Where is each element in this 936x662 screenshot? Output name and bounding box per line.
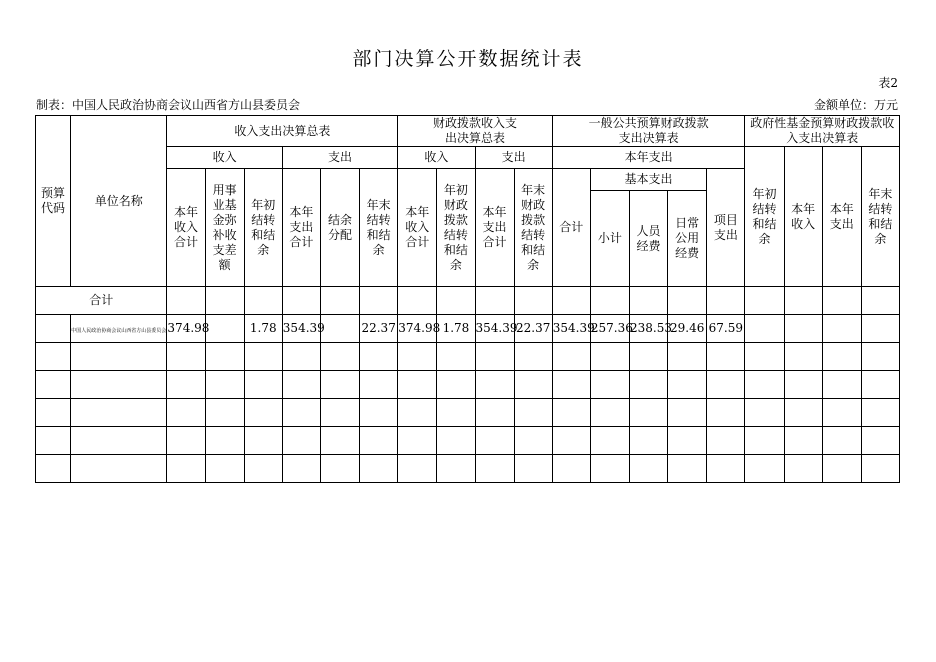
unit-code <box>36 315 71 343</box>
cell-general-total: 354.39 <box>552 315 590 343</box>
cell-gov-income <box>784 315 822 343</box>
cell-fin-income-total: 374.98 <box>398 315 437 343</box>
total-label: 合计 <box>36 287 167 315</box>
page-title: 部门决算公开数据统计表 <box>352 48 584 70</box>
cell-surplus-distribution <box>320 315 359 343</box>
header-begin-carry: 年初结转和结余 <box>244 169 282 287</box>
header-group-fiscal-appropriation: 财政拨款收入支出决算总表 <box>398 116 553 147</box>
form-number: 表2 <box>878 76 898 90</box>
header-expense-2: 支出 <box>475 147 552 169</box>
header-expense: 支出 <box>282 147 397 169</box>
cell-begin-carry: 1.78 <box>244 315 282 343</box>
cell-expense-total: 354.39 <box>282 315 320 343</box>
header-fin-end-carry: 年末财政拨款结转和结余 <box>514 169 552 287</box>
header-group-income-expense: 收入支出决算总表 <box>167 116 398 147</box>
header-daily-public: 日常公用经费 <box>668 191 707 287</box>
header-basic-expense: 基本支出 <box>590 169 706 191</box>
header-gov-begin-carry: 年初结转和结余 <box>745 147 784 287</box>
header-general-total: 合计 <box>552 169 590 287</box>
header-income-total: 本年收入合计 <box>167 169 205 287</box>
header-end-carry: 年末结转和结余 <box>360 169 398 287</box>
header-budget-code: 预算代码 <box>36 116 71 287</box>
cell-gov-begin <box>745 315 784 343</box>
header-project-expense: 项目支出 <box>707 169 745 287</box>
statistics-table <box>35 115 900 483</box>
table-row-unit <box>36 315 900 343</box>
table-row-empty <box>36 371 900 399</box>
table-row-empty <box>36 427 900 455</box>
header-fin-income-total: 本年收入合计 <box>398 169 437 287</box>
header-this-year-expense: 本年支出 <box>552 147 745 169</box>
cell-fin-begin-carry: 1.78 <box>437 315 475 343</box>
header-gov-end-carry: 年末结转和结余 <box>861 147 899 287</box>
cell-fill-gap <box>205 315 244 343</box>
header-income-2: 收入 <box>398 147 475 169</box>
header-gov-income: 本年收入 <box>784 147 822 287</box>
cell-fin-expense-total: 354.39 <box>475 315 514 343</box>
cell-personnel: 238.53 <box>630 315 668 343</box>
cell-gov-end <box>861 315 899 343</box>
header-fin-begin-carry: 年初财政拨款结转和结余 <box>437 169 475 287</box>
header-group-general-budget: 一般公共预算财政拨款支出决算表 <box>552 116 745 147</box>
header-income: 收入 <box>167 147 282 169</box>
table-row-empty <box>36 455 900 483</box>
table-row-empty <box>36 343 900 371</box>
cell-project: 67.59 <box>707 315 745 343</box>
amount-unit-label: 金额单位：万元 <box>813 98 898 112</box>
header-fin-expense-total: 本年支出合计 <box>475 169 514 287</box>
table-row-empty <box>36 399 900 427</box>
cell-gov-expense <box>822 315 861 343</box>
compiler-label: 制表：中国人民政治协商会议山西省方山县委员会 <box>36 98 301 112</box>
table-row-total <box>36 287 900 315</box>
cell-income-total: 374.98 <box>167 315 205 343</box>
unit-name: 中国人民政治协商会议山西省方山县委员会 <box>71 315 167 343</box>
header-unit-name: 单位名称 <box>71 116 167 287</box>
header-fill-gap: 用事业基金弥补收支差额 <box>205 169 244 287</box>
header-personnel: 人员经费 <box>630 191 668 287</box>
header-gov-expense: 本年支出 <box>822 147 861 287</box>
cell-fin-end-carry: 22.37 <box>514 315 552 343</box>
header-expense-total: 本年支出合计 <box>282 169 320 287</box>
header-surplus-distribution: 结余分配 <box>320 169 359 287</box>
cell-daily-public: 29.46 <box>668 315 707 343</box>
cell-end-carry: 22.37 <box>360 315 398 343</box>
header-group-gov-fund: 政府性基金预算财政拨款收入支出决算表 <box>745 116 900 147</box>
header-subtotal: 小计 <box>590 191 629 287</box>
cell-subtotal: 257.36 <box>590 315 629 343</box>
